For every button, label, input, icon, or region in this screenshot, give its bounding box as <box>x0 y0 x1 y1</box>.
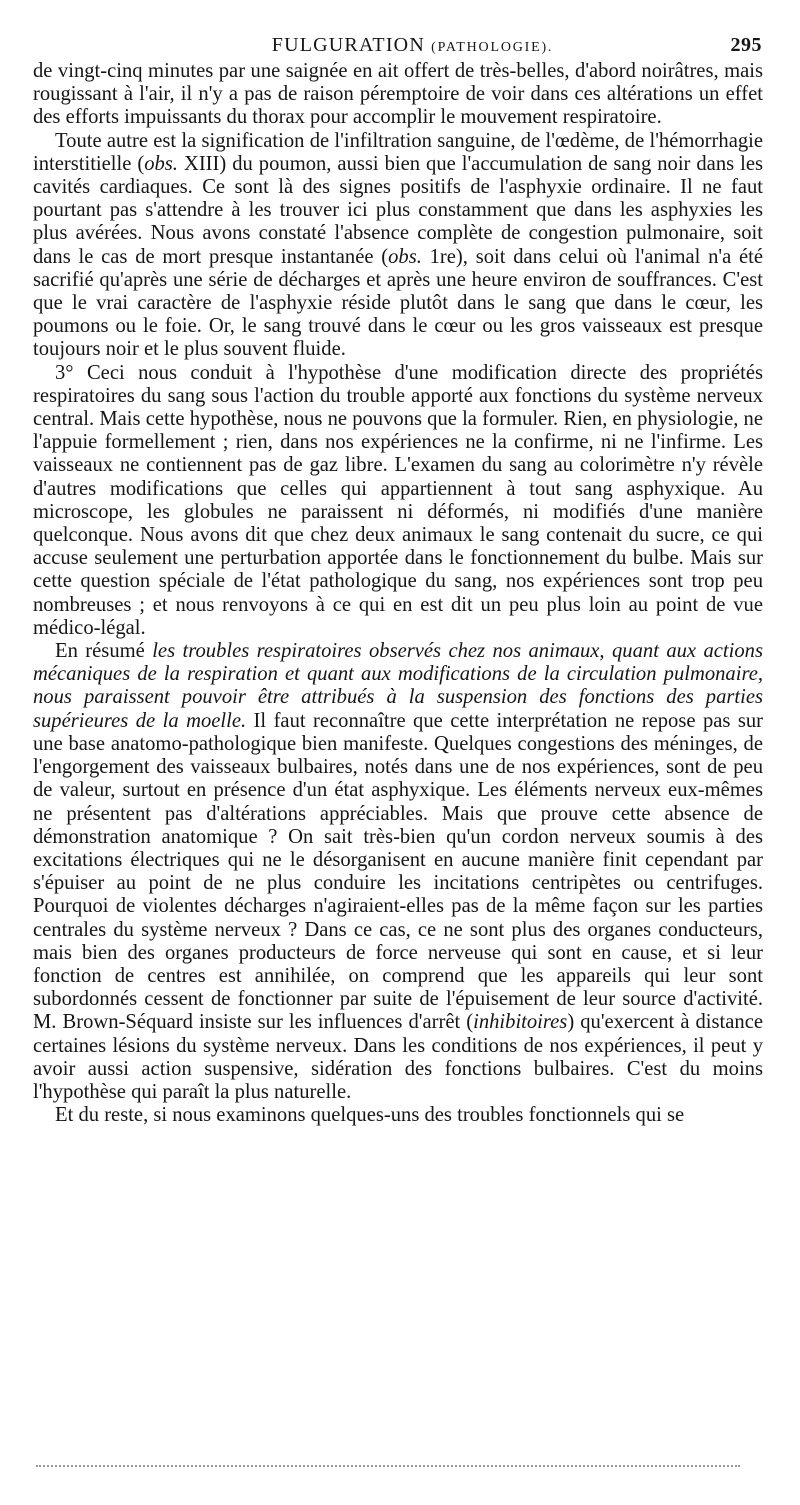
running-title-subtitle: (PATHOLOGIE). <box>431 40 554 55</box>
italic-text: obs. <box>388 245 422 268</box>
paragraph-text: Et du reste, si nous examinons quelques-uns des troubles fonctionnels qui se <box>55 1104 685 1127</box>
page-number: 295 <box>730 34 762 56</box>
paragraph <box>33 130 763 362</box>
paragraph <box>33 640 763 1104</box>
running-title-main: FULGURATION <box>271 34 425 56</box>
footer-divider <box>36 1465 740 1467</box>
body-text <box>33 60 763 1127</box>
paragraph-text: Toute autre est la signification de l'infiltration sanguine, de l'œdème, de l'hémorrhagie interstitielle ( <box>33 129 763 175</box>
paragraph <box>33 60 763 130</box>
paragraph-text: 1re), soit dans celui où l'animal n'a été sacrifié qu'après une série de décharges et après une heure environ de souffrances. C'est que le vrai caractère de l'asphyxie réside plutôt dans le sang que dans le cœur, les poumons ou le foie. Or, le sang trouvé dans le cœur ou les gros vaisseaux est presque toujours noir et le plus souvent fluide. <box>33 245 764 361</box>
paragraph-text: XIII) du poumon, aussi bien que l'accumulation de sang noir dans les cavités cardiaques. Ce sont là des signes positifs de l'asphyxie ordinaire. Il ne faut pourtant pas s'attendre à les trouver ici plus constamment que dans les asphyxies les plus avérées. Nous avons constaté l'absence complète de congestion pulmonaire, soit dans le cas de mort presque instantanée ( <box>33 152 763 268</box>
paragraph-text: En résumé <box>55 640 153 663</box>
paragraph-text: Il faut reconnaître que cette interprétation ne repose pas sur une base anatomo-pathologique bien manifeste. Quelques congestions des méninges, de l'engorgement des vaisseaux bulbaires, notés dans une de nos expériences, sont de peu de valeur, surtout en présence d'un état asphyxique. Les éléments nerveux eux-mêmes ne présentent pas d'altérations appréciables. Mais que prouve cette absence de démonstration anatomique ? On sait très-bien qu'un cordon nerveux soumis à des excitations électriques qui ne le désorganisent en aucune manière finit cependant par s'épuiser au point de ne plus conduire les incitations centripètes ou centrifuges. Pourquoi de violentes décharges n'agiraient-elles pas de la même façon sur les parties centrales du système nerveux ? Dans ce cas, ce ne sont plus des organes conducteurs, mais bien des organes producteurs de force nerveuse qui sont en cause, et si leur fonction de centres est annihilée, on comprend que les appareils qui leur sont subordonnés cessent de fonctionner par suite de l'épuisement de leur source d'activité. M. Brown-Séquard insiste sur les influences d'arrêt ( <box>33 709 763 1034</box>
page-header <box>33 29 762 61</box>
paragraph-text: de vingt-cinq minutes par une saignée en ait offert de très-belles, d'abord noirâtres, mais rougissant à l'air, il n'y a pas de raison péremptoire de voir dans ces altérations un effet des efforts impuissants du thorax pour accomplir le mouvement respiratoire. <box>33 60 763 129</box>
italic-text: inhibitoires <box>473 1011 568 1034</box>
paragraph <box>33 1104 763 1127</box>
italic-text: les troubles respiratoires observés chez nos animaux, quant aux actions mécaniques de la respiration et quant aux modifications de la circulation pulmonaire, nous paraissent pouvoir être attribués à la suspension des fonctions des parties supérieures de la moelle. <box>33 640 763 732</box>
paragraph-text: ) qu'exercent à distance certaines lésions du système nerveux. Dans les conditions de nos expériences, il peut y avoir aussi action suspensive, sidération des fonctions bulbaires. C'est du moins l'hypothèse qui paraît la plus naturelle. <box>33 1011 763 1103</box>
running-title <box>33 29 762 64</box>
italic-text: obs. <box>144 152 178 175</box>
paragraph <box>33 362 763 640</box>
paragraph-text: 3° Ceci nous conduit à l'hypothèse d'une modification directe des propriétés respiratoires du sang sous l'action du trouble apporté aux fonctions du système nerveux central. Mais cette hypothèse, nous ne pouvons que la formuler. Rien, en physiologie, ne l'appuie formellement ; rien, dans nos expériences ne la confirme, ni ne l'infirme. Les vaisseaux ne contiennent pas de gaz libre. L'examen du sang au colorimètre n'y révèle d'autres modifications que celles qui appartiennent à tout sang asphyxique. Au microscope, les globules ne paraissent ni déformés, ni modifiés d'une manière quelconque. Nous avons dit que chez deux animaux le sang contenait du sucre, ce qui accuse seulement une perturbation apportée dans le fonctionnement du bulbe. Mais sur cette question spéciale de l'état pathologique du sang, nos expériences sont trop peu nombreuses ; et nous renvoyons à ce qui en est dit un peu plus loin au point de vue médico-légal. <box>33 361 763 639</box>
